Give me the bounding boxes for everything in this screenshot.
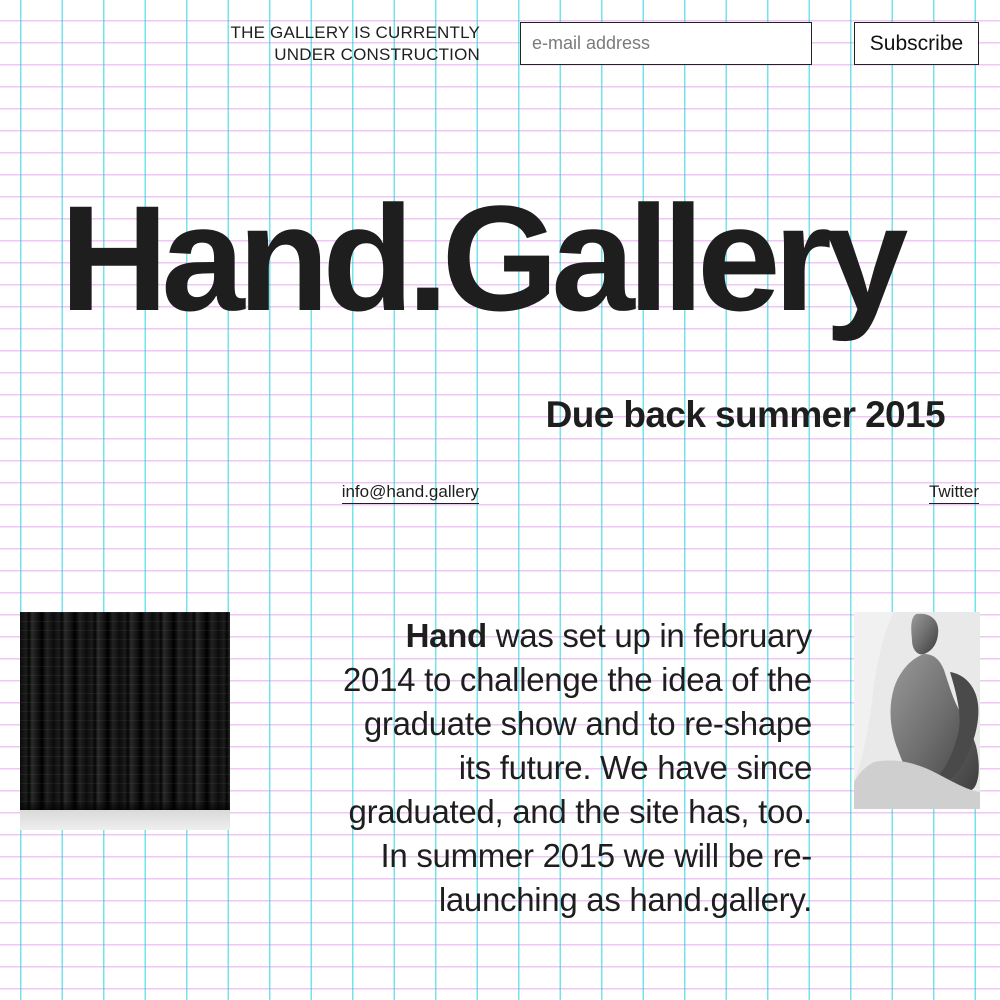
contact-email-link[interactable]: info@hand.gallery <box>342 481 479 504</box>
construction-notice <box>200 22 480 66</box>
pleated-fabric-photo <box>20 612 230 830</box>
notice-line-2: UNDER CONSTRUCTION <box>274 45 480 64</box>
twitter-link[interactable]: Twitter <box>929 481 979 504</box>
intro-body: was set up in february 2014 to challenge the idea of the graduate show and to re-shape its future. We have since graduated, and the site has, too. In summer 2015 we will be re-launching as hand.gallery. <box>343 617 812 918</box>
notice-line-1: THE GALLERY IS CURRENTLY <box>230 23 480 42</box>
subscribe-button[interactable]: Subscribe <box>854 22 979 65</box>
site-title: Hand.Gallery <box>60 174 902 342</box>
intro-paragraph <box>340 614 812 922</box>
tagline: Due back summer 2015 <box>545 394 945 435</box>
seated-figure-icon <box>854 612 980 809</box>
intro-lead: Hand <box>405 617 487 654</box>
email-input[interactable] <box>520 22 812 65</box>
seated-figure-photo <box>854 612 980 809</box>
